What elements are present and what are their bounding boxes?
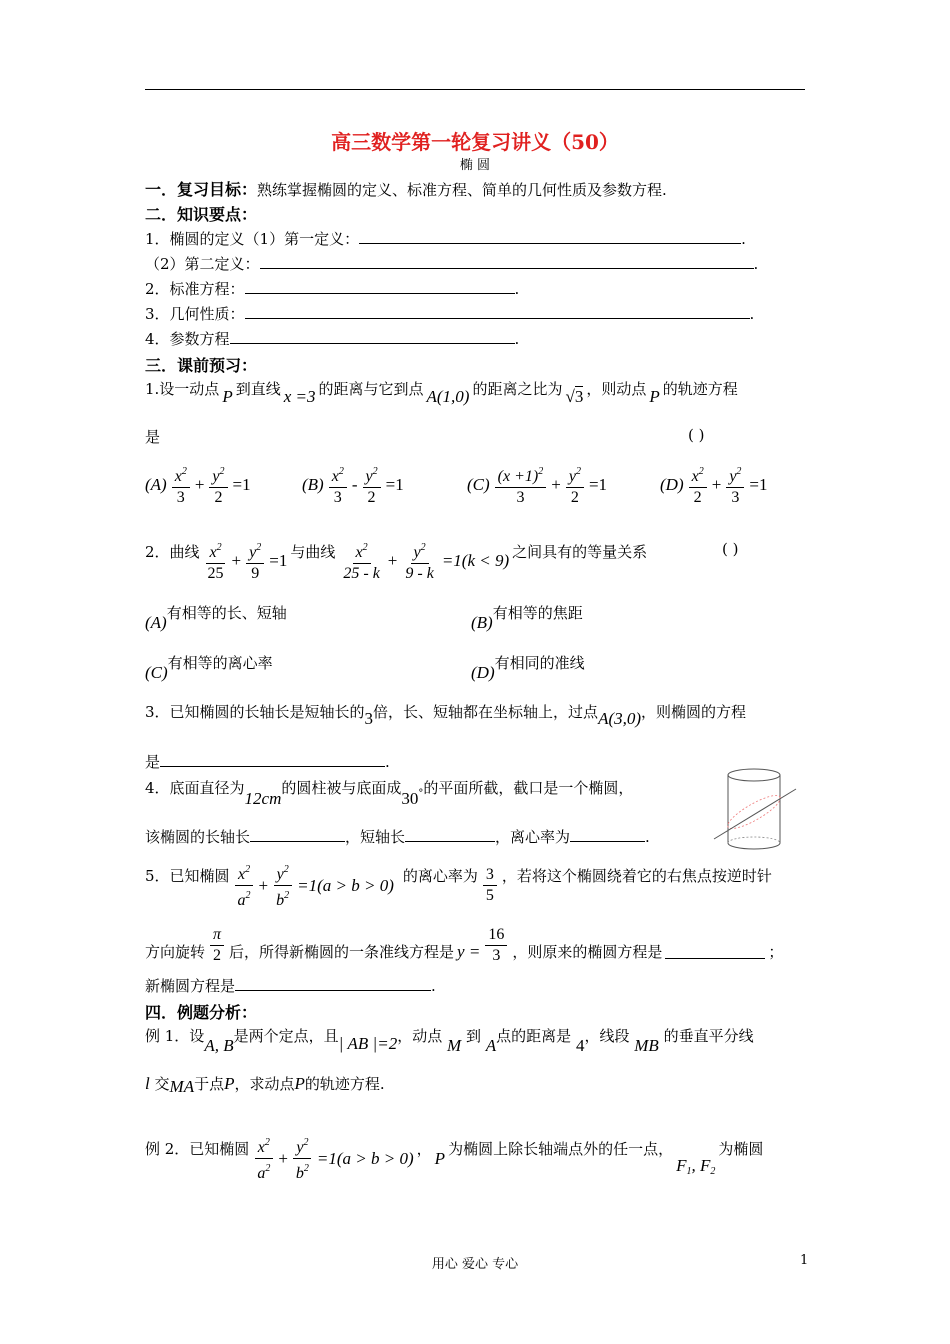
opt-label: (D) bbox=[471, 663, 495, 682]
angle: 30 bbox=[401, 789, 419, 808]
frac bbox=[205, 538, 227, 584]
num: y bbox=[413, 544, 421, 561]
den: 3 bbox=[731, 489, 740, 506]
exp: 2 bbox=[265, 1163, 271, 1174]
directrix: y = bbox=[457, 941, 481, 961]
den: 3 bbox=[176, 489, 185, 506]
frac bbox=[689, 462, 707, 508]
sqrt-value: 3 bbox=[574, 386, 584, 406]
frac bbox=[363, 462, 381, 508]
fill-blank[interactable] bbox=[245, 279, 515, 294]
ex1-text: ，线段 bbox=[584, 1027, 630, 1045]
num: 16 bbox=[485, 925, 507, 946]
den: 2 bbox=[693, 489, 702, 506]
exp: 2 bbox=[303, 1163, 309, 1174]
den: 3 bbox=[492, 947, 501, 964]
opt-text: 有相等的焦距 bbox=[492, 604, 583, 622]
opt-text: 有相等的离心率 bbox=[167, 654, 273, 672]
sub: 1 bbox=[686, 1166, 692, 1177]
F: F bbox=[699, 1156, 711, 1175]
question-5 bbox=[145, 860, 772, 911]
page-title: 高三数学第一轮复习讲义（50） bbox=[331, 130, 619, 154]
opt-label: (A) bbox=[145, 475, 167, 494]
F: F bbox=[676, 1156, 687, 1175]
frac bbox=[209, 462, 227, 508]
op: + bbox=[551, 475, 561, 494]
num: x bbox=[237, 866, 246, 883]
exp: 2 bbox=[420, 542, 426, 553]
knowledge-item-4-label: 4．参数方程 bbox=[145, 330, 230, 348]
q2-option-A[interactable] bbox=[145, 602, 287, 632]
den: 25 - k bbox=[343, 565, 380, 582]
exp: 2 bbox=[216, 542, 222, 553]
period: . bbox=[385, 753, 390, 771]
exp: 2 bbox=[575, 466, 581, 477]
ex1-text: 到 bbox=[465, 1027, 481, 1045]
answer-bracket[interactable]: ( ) bbox=[688, 426, 705, 444]
q4-text: 的平面所截，截口是一个椭圆， bbox=[423, 779, 634, 797]
num: x bbox=[174, 468, 182, 485]
question-4-line-2 bbox=[145, 826, 650, 847]
ex2-text: ， bbox=[416, 1140, 432, 1158]
den: 3 bbox=[333, 489, 342, 506]
frac: $\frac{x^2}{a^2}$ bbox=[254, 1133, 273, 1184]
num: y bbox=[296, 1139, 304, 1156]
knowledge-item-1-label: 1．椭圆的定义（1）第一定义： bbox=[145, 230, 360, 248]
q5-text: 新椭圆方程是 bbox=[145, 977, 236, 995]
question-2 bbox=[145, 538, 647, 584]
exp: 2 bbox=[698, 466, 704, 477]
q5-text: 后，所得新椭圆的一条准线方程是 bbox=[229, 943, 455, 961]
var-A: A bbox=[485, 1036, 497, 1055]
q1-text: ，则动点 bbox=[586, 380, 647, 398]
ex1-text: 点的距离是 bbox=[496, 1027, 572, 1045]
den: 2 bbox=[213, 947, 222, 964]
points-AB: A, B bbox=[204, 1036, 234, 1055]
op: + bbox=[387, 551, 398, 570]
segment-MA: MA bbox=[169, 1077, 195, 1096]
section-2-heading: 二．知识要点： bbox=[145, 205, 258, 224]
num: 3 bbox=[483, 865, 497, 886]
section-1 bbox=[145, 177, 667, 200]
opt-label: (A) bbox=[145, 613, 167, 632]
opt-label: (D) bbox=[660, 475, 684, 494]
frac bbox=[566, 462, 584, 508]
num: y bbox=[365, 468, 373, 485]
knowledge-item-3-label: 3．几何性质： bbox=[145, 305, 245, 323]
num: 4 bbox=[575, 1036, 585, 1055]
condition: =1(a > b > 0) bbox=[297, 875, 394, 895]
num: x bbox=[691, 468, 699, 485]
section-1-heading: 一．复习目标： bbox=[145, 180, 258, 199]
knowledge-item-4 bbox=[145, 328, 519, 349]
segment-MB: MB bbox=[634, 1036, 659, 1055]
point-A: A(3,0) bbox=[598, 709, 642, 728]
fill-blank[interactable] bbox=[160, 752, 385, 767]
num: 3 bbox=[364, 709, 374, 728]
frac-16-3 bbox=[485, 925, 507, 966]
opt-label: (C) bbox=[467, 475, 490, 494]
q5-text: 5．已知椭圆 bbox=[145, 867, 230, 885]
num: x bbox=[331, 468, 339, 485]
answer-bracket[interactable]: ( ) bbox=[722, 540, 739, 558]
ex1-text: ，求动点 bbox=[234, 1075, 295, 1093]
eq: =1 bbox=[588, 475, 608, 494]
fill-blank[interactable] bbox=[570, 827, 645, 842]
section-1-text: 熟练掌握椭圆的定义、标准方程、简单的几何性质及参数方程. bbox=[257, 181, 667, 199]
den: 9 bbox=[251, 565, 260, 582]
knowledge-item-3 bbox=[145, 303, 754, 324]
num: y bbox=[568, 468, 576, 485]
footer: 用心 爱心 专心 bbox=[431, 1257, 519, 1272]
frac bbox=[340, 538, 382, 584]
cylinder-figure bbox=[712, 765, 798, 855]
op: + bbox=[711, 475, 722, 494]
fill-blank[interactable] bbox=[665, 944, 765, 959]
num: x bbox=[355, 544, 363, 561]
q1-text: 的距离与它到点 bbox=[318, 380, 424, 398]
opt-text: 有相同的准线 bbox=[494, 654, 585, 672]
diameter: 12cm bbox=[244, 789, 282, 808]
den: 5 bbox=[485, 887, 494, 904]
fill-blank[interactable] bbox=[235, 976, 431, 991]
opt-label: (C) bbox=[145, 663, 168, 682]
exp: 2 bbox=[338, 466, 344, 477]
q2-option-D[interactable] bbox=[471, 652, 585, 682]
frac: $\frac{y^2}{b^2}$ bbox=[273, 860, 292, 911]
ex1-text: 是两个定点，且 bbox=[233, 1027, 339, 1045]
q5-text: ，则原来的椭圆方程是 bbox=[512, 943, 663, 961]
q3-text: 是 bbox=[145, 753, 161, 771]
op: + bbox=[194, 475, 205, 494]
fill-blank[interactable] bbox=[250, 827, 345, 842]
eq: =1 bbox=[232, 475, 251, 494]
exp: 2 bbox=[303, 1137, 309, 1148]
ex1-text: 例 1．设 bbox=[145, 1027, 205, 1045]
sub: 2 bbox=[710, 1166, 716, 1177]
header-rule bbox=[145, 89, 805, 90]
eq: =1 bbox=[269, 551, 288, 570]
q1-text: 的距离之比为 bbox=[472, 380, 563, 398]
exp: 2 bbox=[245, 864, 251, 875]
exp: 2 bbox=[736, 466, 742, 477]
num: π bbox=[210, 925, 224, 946]
exp: 2 bbox=[181, 466, 187, 477]
example-2 bbox=[145, 1133, 763, 1184]
knowledge-item-1b-label: （2）第二定义： bbox=[145, 255, 260, 273]
frac bbox=[402, 538, 436, 584]
q4-text: 该椭圆的长轴长 bbox=[145, 828, 251, 846]
q2-text: 之间具有的等量关系 bbox=[512, 542, 648, 561]
var-M: M bbox=[447, 1036, 462, 1055]
var-P: P bbox=[434, 1148, 446, 1168]
example-1-line-2 bbox=[145, 1073, 385, 1094]
op: + bbox=[231, 551, 242, 570]
frac bbox=[329, 462, 347, 508]
den: 2 bbox=[214, 489, 223, 506]
period: . bbox=[749, 305, 755, 323]
op: + bbox=[278, 1148, 288, 1168]
knowledge-item-1b bbox=[145, 253, 758, 274]
section-3-heading: 三．课前预习： bbox=[145, 356, 258, 375]
question-3 bbox=[145, 701, 747, 728]
knowledge-item-1 bbox=[145, 228, 746, 249]
ex2-text: 例 2．已知椭圆 bbox=[145, 1140, 250, 1158]
den: 2 bbox=[367, 489, 376, 506]
q2-option-C[interactable] bbox=[145, 652, 273, 682]
q1-option-A[interactable] bbox=[145, 462, 251, 508]
section-4-heading: 四．例题分析： bbox=[145, 1003, 258, 1022]
point-A: A(1,0) bbox=[426, 386, 470, 406]
ex2-text: 为椭圆上除长轴端点外的任一点， bbox=[448, 1140, 674, 1158]
ex1-text: 交 bbox=[154, 1075, 170, 1093]
q5-text: 的离心率为 bbox=[402, 867, 478, 885]
q1-option-B[interactable] bbox=[302, 462, 404, 508]
period: . bbox=[741, 230, 746, 248]
question-1 bbox=[145, 378, 738, 406]
sqrt-3: √3 bbox=[565, 386, 584, 406]
var-P: P bbox=[294, 1074, 305, 1093]
period: . bbox=[431, 977, 436, 995]
ex1-text: 于点 bbox=[194, 1075, 225, 1093]
num: y bbox=[249, 544, 257, 561]
q3-text: 3．已知椭圆的长轴长是短轴长的 bbox=[145, 703, 365, 721]
den: 3 bbox=[516, 489, 525, 506]
foci-F1-F2: $F_1$, $F_2$ bbox=[676, 1156, 716, 1177]
q1-text: 是 bbox=[145, 428, 161, 446]
ex1-text: ，动点 bbox=[397, 1027, 443, 1045]
question-4 bbox=[145, 777, 634, 808]
line-eq: x =3 bbox=[283, 386, 316, 406]
var-P: P bbox=[649, 386, 660, 406]
exp: 2 bbox=[538, 466, 544, 477]
q4-text: 的圆柱被与底面成 bbox=[281, 779, 402, 797]
q1-option-C[interactable] bbox=[467, 462, 607, 508]
knowledge-item-2-label: 2．标准方程： bbox=[145, 280, 245, 298]
fill-blank[interactable] bbox=[405, 827, 495, 842]
q3-text: ，则椭圆的方程 bbox=[641, 703, 747, 721]
frac: $\frac{x^2}{a^2}$ bbox=[235, 860, 254, 911]
frac bbox=[495, 462, 547, 508]
exp: 2 bbox=[283, 864, 289, 875]
var-l: l bbox=[145, 1074, 150, 1093]
question-5-line-2 bbox=[145, 925, 783, 966]
num: y bbox=[729, 468, 737, 485]
ex2-text: 为椭圆 bbox=[718, 1140, 764, 1158]
q4-text: ，离心率为 bbox=[495, 828, 571, 846]
page-number: 1 bbox=[800, 1253, 809, 1268]
frac-pi-2 bbox=[210, 925, 224, 966]
opt-label: (B) bbox=[302, 475, 324, 494]
q2-text: 2．曲线 bbox=[145, 542, 200, 561]
q4-text: 4．底面直径为 bbox=[145, 779, 245, 797]
frac bbox=[246, 538, 264, 584]
opt-label: (B) bbox=[471, 613, 493, 632]
var-P: P bbox=[224, 1074, 235, 1093]
den: 2 bbox=[570, 489, 579, 506]
num: y bbox=[212, 468, 220, 485]
frac bbox=[726, 462, 744, 508]
q5-text: ； bbox=[768, 943, 784, 961]
q1-text: 1.设一动点 bbox=[145, 380, 220, 398]
period: . bbox=[753, 255, 759, 273]
exp: 2 bbox=[284, 890, 290, 901]
knowledge-item-2 bbox=[145, 278, 519, 299]
q1-text: 的轨迹方程 bbox=[662, 380, 738, 398]
q2-option-B[interactable] bbox=[471, 602, 583, 632]
fill-blank[interactable] bbox=[245, 304, 750, 319]
num: (x +1) bbox=[497, 468, 539, 485]
q2-text: 与曲线 bbox=[290, 542, 336, 561]
question-5-line-3 bbox=[145, 975, 436, 996]
ex1-text: 的轨迹方程. bbox=[304, 1075, 385, 1093]
frac bbox=[172, 462, 190, 508]
degree: ° bbox=[418, 788, 424, 799]
q5-text: 方向旋转 bbox=[145, 943, 206, 961]
condition: =1(a > b > 0) bbox=[316, 1148, 414, 1168]
exp: 2 bbox=[264, 1137, 270, 1148]
var-P: P bbox=[222, 386, 233, 406]
exp: 2 bbox=[256, 542, 262, 553]
frac: $\frac{y^2}{b^2}$ bbox=[293, 1133, 312, 1184]
op: + bbox=[258, 875, 269, 895]
fill-blank[interactable] bbox=[230, 329, 515, 344]
question-3-line-2 bbox=[145, 751, 390, 772]
ex1-text: 的垂直平分线 bbox=[663, 1027, 754, 1045]
page-subtitle: 椭 圆 bbox=[459, 158, 491, 173]
example-1 bbox=[145, 1025, 754, 1055]
den: 9 - k bbox=[405, 565, 434, 582]
fill-blank[interactable] bbox=[260, 254, 754, 269]
eq: =1 bbox=[749, 475, 768, 494]
eq: =1 bbox=[385, 475, 404, 494]
opt-text: 有相等的长、短轴 bbox=[166, 604, 287, 622]
q3-text: 倍，长、短轴都在坐标轴上，过点 bbox=[373, 703, 599, 721]
num: x bbox=[209, 544, 217, 561]
period: . bbox=[514, 280, 520, 298]
period: . bbox=[514, 330, 520, 348]
distance-AB: | AB |=2 bbox=[338, 1034, 398, 1053]
fill-blank[interactable] bbox=[359, 229, 741, 244]
den: 25 bbox=[207, 565, 224, 582]
num: x bbox=[257, 1139, 265, 1156]
q1-option-D[interactable] bbox=[660, 462, 768, 508]
exp: 2 bbox=[372, 466, 378, 477]
q5-text: ，若将这个椭圆绕着它的右焦点按逆时针 bbox=[501, 867, 772, 885]
eccentricity bbox=[483, 865, 497, 906]
q4-text: ，短轴长 bbox=[345, 828, 406, 846]
eq: =1(k < 9) bbox=[441, 551, 510, 570]
period: . bbox=[645, 828, 650, 846]
exp: 2 bbox=[245, 890, 251, 901]
op: - bbox=[351, 475, 358, 494]
num: y bbox=[276, 866, 284, 883]
q1-text: 到直线 bbox=[235, 380, 281, 398]
exp: 2 bbox=[362, 542, 368, 553]
exp: 2 bbox=[219, 466, 225, 477]
